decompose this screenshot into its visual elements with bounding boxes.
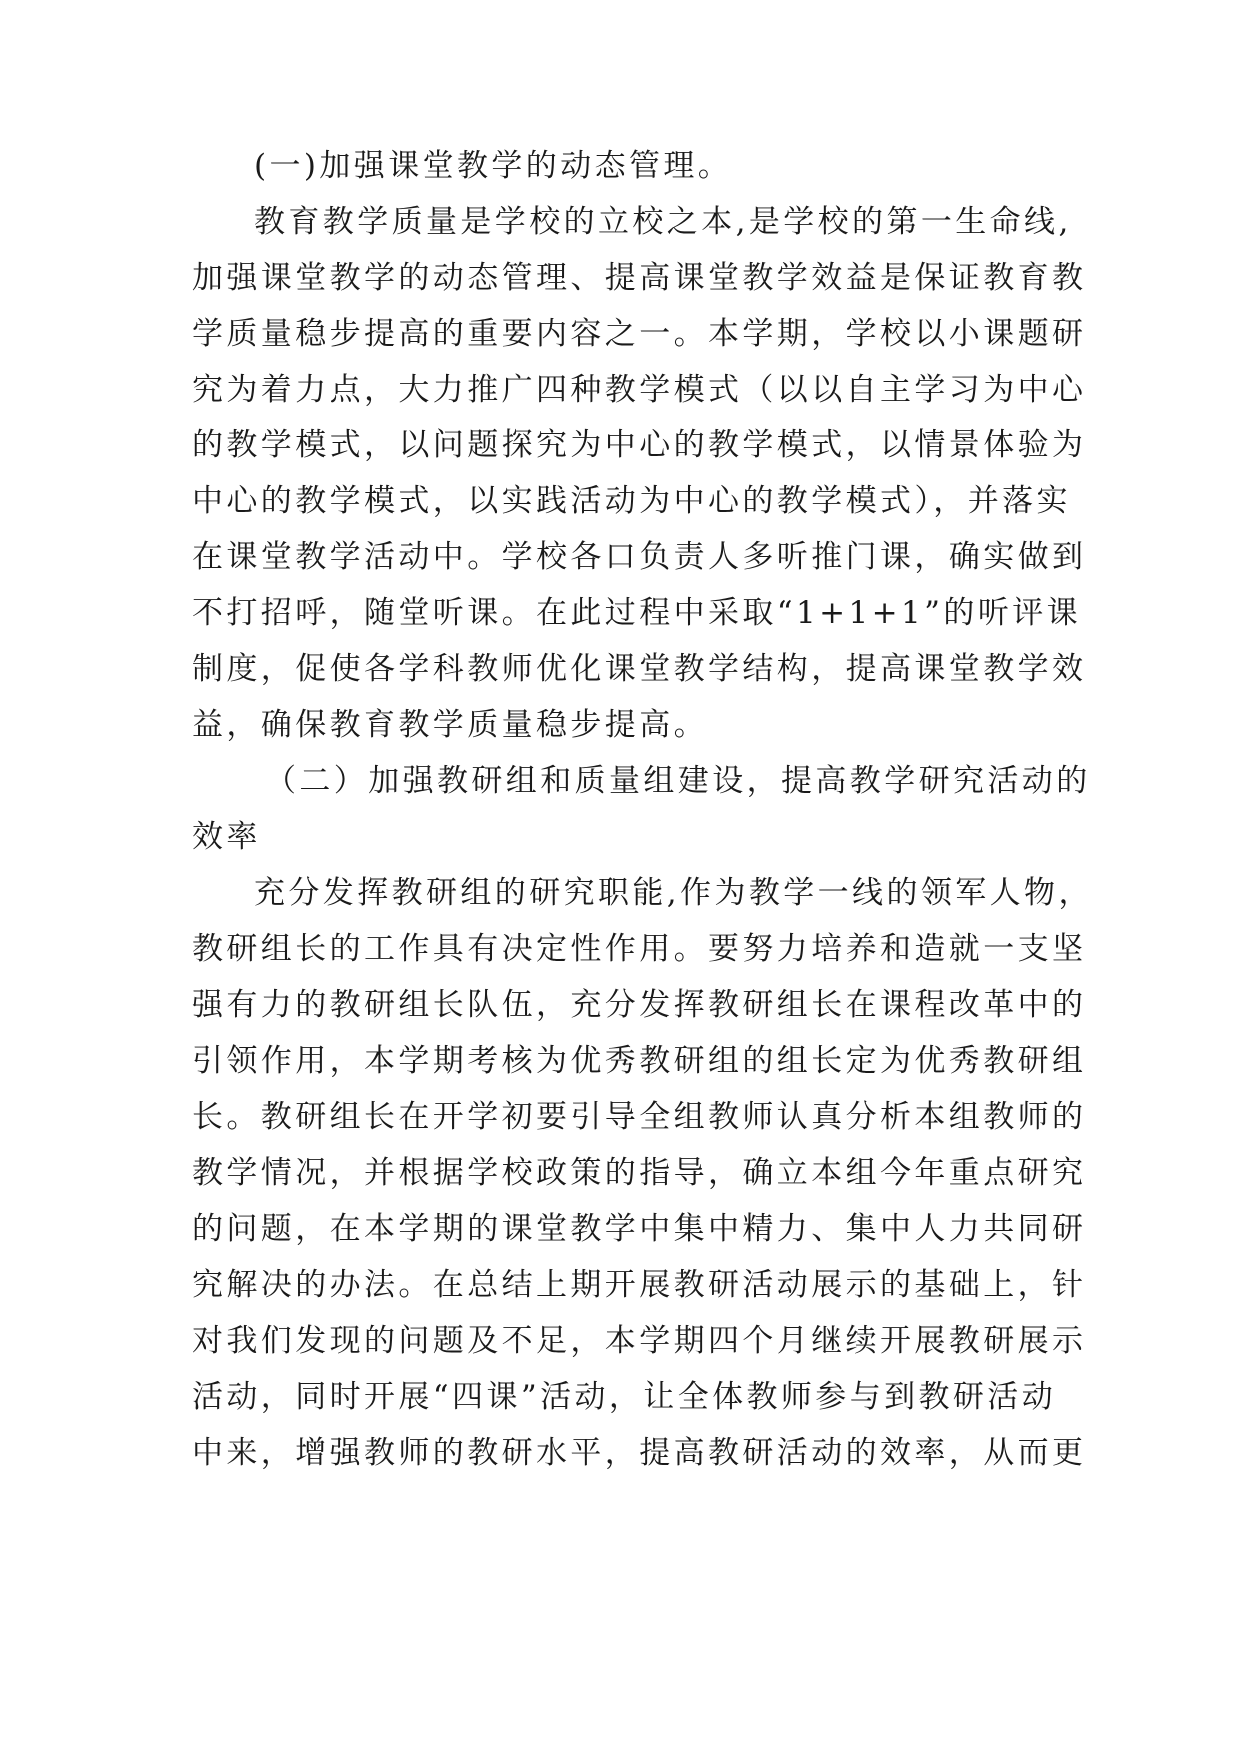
- paragraph-2-line-9: 对我们发现的问题及不足，本学期四个月继续开展教研展示: [192, 1323, 1087, 1359]
- paragraph-2-line-10: 活动，同时开展“四课”活动，让全体教师参与到教研活动: [192, 1379, 1057, 1415]
- section-heading-1: (一)加强课堂教学的动态管理。: [254, 148, 733, 184]
- paragraph-2-line-4: 引领作用，本学期考核为优秀教研组的组长定为优秀教研组: [192, 1043, 1087, 1079]
- paragraph-1-line-3: 学质量稳步提高的重要内容之一。本学期，学校以小课题研: [192, 316, 1087, 352]
- paragraph-1-line-8: 不打招呼，随堂听课。在此过程中采取“1+1+1”的听评课: [192, 595, 1082, 631]
- paragraph-1-line-2: 加强课堂教学的动态管理、提高课堂教学效益是保证教育教: [192, 260, 1087, 296]
- paragraph-1-line-10: 益，确保教育教学质量稳步提高。: [192, 707, 708, 743]
- paragraph-1-line-4: 究为着力点，大力推广四种教学模式（以以自主学习为中心: [192, 372, 1087, 408]
- paragraph-1-line-7: 在课堂教学活动中。学校各口负责人多听推门课，确实做到: [192, 539, 1087, 575]
- paragraph-2-line-7: 的问题，在本学期的课堂教学中集中精力、集中人力共同研: [192, 1211, 1087, 1247]
- section-heading-2-line-2: 效率: [192, 819, 261, 855]
- paragraph-2-line-6: 教学情况，并根据学校政策的指导，确立本组今年重点研究: [192, 1155, 1087, 1191]
- paragraph-1-line-1: 教育教学质量是学校的立校之本,是学校的第一生命线,: [254, 204, 1072, 240]
- paragraph-2-line-2: 教研组长的工作具有决定性作用。要努力培养和造就一支坚: [192, 931, 1087, 967]
- paragraph-2-line-3: 强有力的教研组长队伍，充分发挥教研组长在课程改革中的: [192, 987, 1087, 1023]
- paragraph-1-line-5: 的教学模式，以问题探究为中心的教学模式，以情景体验为: [192, 427, 1087, 463]
- paragraph-2-line-11: 中来，增强教师的教研水平，提高教研活动的效率，从而更: [192, 1435, 1087, 1471]
- paragraph-1-line-6: 中心的教学模式，以实践活动为中心的教学模式），并落实: [192, 483, 1071, 519]
- paragraph-2-line-5: 长。教研组长在开学初要引导全组教师认真分析本组教师的: [192, 1099, 1087, 1135]
- paragraph-2-line-1: 充分发挥教研组的研究职能,作为教学一线的领军人物，: [254, 875, 1093, 911]
- section-heading-2-line-1: （二）加强教研组和质量组建设，提高教学研究活动的: [265, 763, 1091, 799]
- paragraph-1-line-9: 制度，促使各学科教师优化课堂教学结构，提高课堂教学效: [192, 651, 1087, 687]
- paragraph-2-line-8: 究解决的办法。在总结上期开展教研活动展示的基础上，针: [192, 1267, 1087, 1303]
